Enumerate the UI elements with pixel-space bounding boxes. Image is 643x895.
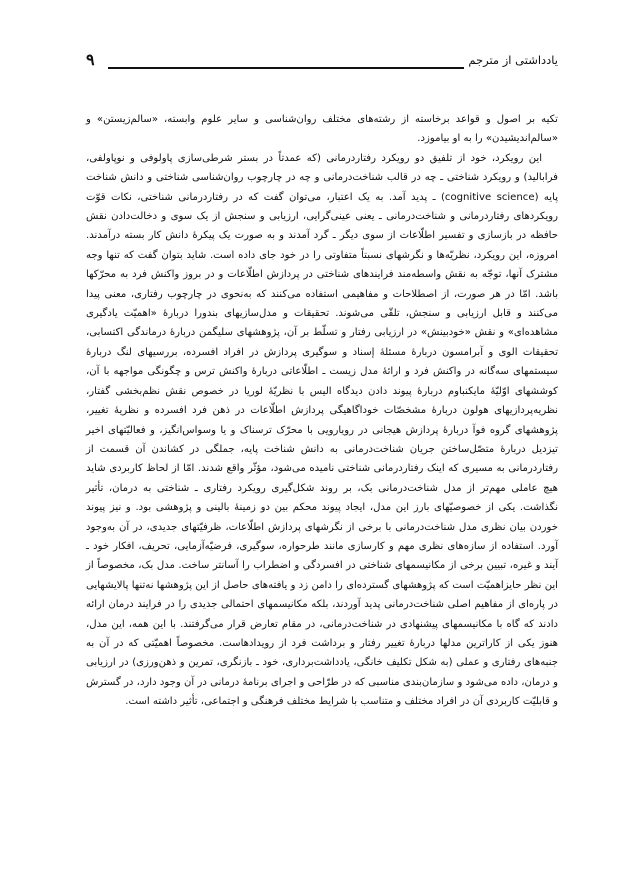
header-rule xyxy=(108,67,464,69)
page-header xyxy=(86,46,558,80)
page-number: ۹ xyxy=(86,50,95,69)
running-title: یادداشتی از مترجم xyxy=(468,53,558,67)
paragraph-1: تکیه بر اصول و قواعد برخاسته از رشته‌های مختلف روان‌شناسی و سایر علوم وابسته، «سالم‌زیستن» و «سالم‌اندیشیدن» را به او بیاموزد. xyxy=(86,114,558,145)
paragraph-2: این رویکرد، خود از تلفیق دو رویکرد رفتاردرمانی (که عمدتاً در بستر شرطی‌سازی پاولوفی و نوپاولفی، فرابالید) و رویکرد شناختی ـ چه در قالب شناخت‌درمانی و چه در چارچوب روان‌شناسی شناختی و دانش شناخت پایه (cognitive science) ـ پدید آمد. به یک اعتبار، می‌توان گفت که در رفتاردرمانی شناختی، نکات قوّت رویکردهای رفتاردرمانی و شناخت‌درمانی ـ یعنی عینی‌گرایی، ارزیابی و سنجش از یک سوی و دخالت‌دادن نقش حافظه در بازسازی و تفسیر اطلّاعات از سوی دیگر ـ گرد آمدند و به صورت یک پیکرهٔ دانش کار بسته درآمدند. امروزه، این رویکرد، نظریّه‌ها و نگرشهای نسبتاً متفاوتی را در خود جای داده است. شاید بتوان گفت که تنها وجه مشترک آنها، توجّه به نقش واسطه‌مند فرایندهای شناختی در پردازش اطلّاعات و در بروز واکنش فرد به محرّکها باشد. امّا در هر صورت، از اصطلاحات و مفاهیمی استفاده می‌کنند که به‌نحوی در چارچوب رفتاری، معنی پیدا می‌کنند و قابل ارزیابی و سنجش، تلقّی می‌شوند. تحقیقات و مدل‌سازیهای بندورا دربارهٔ «اهمیّت یادگیری مشاهده‌ای» و نقش «خودبینش» در ارزیابی رفتار و تسلّط بر آن، پژوهشهای سلیگمن دربارهٔ درماندگی اکتسابی، تحقیقات الوی و آبرامسون دربارهٔ مسئلهٔ إسناد و سوگیری پردازش در افراد افسرده، بررسیهای لنگ دربارهٔ سیستمهای سه‌گانه در واکنش فرد و ارائهٔ مدل زیست ـ اطلّاعاتی دربارهٔ واکنش ترس و چگونگی مواجهه با آن، کوششهای اوّلیّهٔ مایکنباوم دربارهٔ پیوند دادن دیدگاه الیس با نظریّهٔ لوریا در خصوص نقش نظم‌بخشی گفتار، نظریه‌پردازیهای هولون دربارهٔ مشخصّات خوداگاهیگی پردازش اطلّاعات در ذهن فرد افسرده و نظریهٔ تغییر، پژوهشهای گروه فوآ دربارهٔ پردازش هیجانی در رویارویی با محرّک ترسناک و یا وسواس‌انگیز، و فعالیّتهای اخیر تیزدیل دربارهٔ متصّل‌ساختن جریان شناخت‌درمانی به دانش شناخت پایه، جملگی در کشاندن آن قسمت از رفتاردرمانی به مسیری که اینک رفتاردرمانی شناختی نامیده می‌شود، مؤثّر واقع شدند. امّا از لحاظ کاربردی شاید هیچ عاملی مهم‌تر از مدل شناخت‌درمانی بک، بر روند شکل‌گیری رویکرد رفتاری ـ شناختی به درمان، تأثیر نگذاشت. یکی از خصوصیّهای بارز این مدل، ایجاد پیوند محکم بین دو زمینهٔ بالینی و پژوهشی بود. و نیز پیوند خوردن بیان نظری مدل شناخت‌درمانی با برخی از نگرشهای پردازش اطلّاعات، ظرفیّتهای جدیدی، در آن به‌وجود آورد. استفاده از سازه‌های نظری مهم و کارسازی مانند طرحواره، سوگیری، فرضیّه‌آزمایی، تحریف، افکار خود ـ آیند و غیره، تبیین برخی از مکانیسمهای شناختی در افسردگی و اضطراب را آسانتر ساخت. مدل بک، مخصوصاً از این نظر حایز‌اهمیّت است که پژوهشهای گسترده‌ای را دامن زد و یافته‌های حاصل از این پژوهشها نه‌تنها پالایشهایی در پاره‌ای از مفاهیم اصلی شناخت‌درمانی پدید آوردند، بلکه مکانیسمهای احتمالی جدیدی را در فرایند درمان ارائه دادند که گاه با مکانیسمهای پیشنهادی در شناخت‌درمانی، در مقام تعارض قرار می‌گرفتند. با این همه، این مدل، هنوز یکی از کاراترین مدلها دربارهٔ تغییر رفتار و برداشت فرد از رویدادهاست. مخصوصاً اهمیّتی که در آن به جنبه‌های رفتاری و عملی (به شکل تکلیف خانگی، یادداشت‌برداری، خود ـ بازنگری، تمرین و ذهن‌ورزی) در ارزیابی و درمان، داده می‌شود و سازمان‌بندی مناسبی که در طرّاحی و اجرای برنامهٔ درمانی در آن وجود دارد، در گسترش و قابلیّت کاربردی آن در افراد مختلف و متناسب با شرایط مختلف فرهنگی و اجتماعی، تأثیر داشته است. xyxy=(86,152,559,708)
body-text xyxy=(86,110,558,712)
